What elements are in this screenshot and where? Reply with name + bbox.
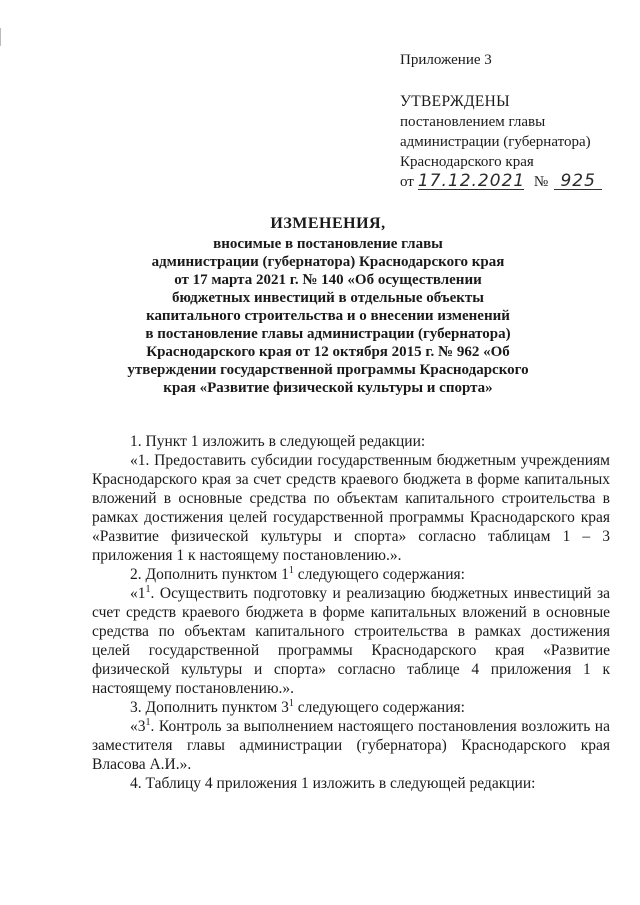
- approval-block: [400, 50, 630, 192]
- handwritten-date: 17.12.2021: [417, 171, 526, 191]
- title-line: вносимые в постановление главы: [213, 236, 443, 252]
- handwritten-number: 925: [554, 173, 602, 190]
- approval-line-2: администрации (губернатора): [400, 134, 591, 150]
- date-number-line: [400, 172, 630, 192]
- quote-text: . Контроль за выполнением настоящего постановления возложить на заместителя главы администрации (губернатора) Краснодарского края Власова А.И.».: [92, 718, 610, 773]
- superscript: 1: [145, 716, 151, 728]
- document-title: [96, 215, 560, 397]
- item-2: [92, 565, 610, 584]
- item-2-text-tail: следующего содержания:: [293, 566, 465, 583]
- title-line: в постановление главы администрации (губернатора): [145, 326, 511, 342]
- item-3: [92, 698, 610, 717]
- superscript: 1: [145, 583, 151, 595]
- title-line: от 17 марта 2021 г. № 140 «Об осуществлении: [174, 272, 482, 288]
- title-line: Краснодарского края от 12 октября 2015 г. № 962 «Об: [146, 344, 510, 360]
- title-line: бюджетных инвестиций в отдельные объекты: [171, 290, 484, 306]
- annex-label: Приложение 3: [400, 52, 492, 68]
- item-4: 4. Таблицу 4 приложения 1 изложить в следующей редакции:: [130, 775, 536, 792]
- superscript: 1: [288, 564, 294, 576]
- item-3-quote: [92, 717, 610, 774]
- approved-label: УТВЕРЖДЕНЫ: [400, 93, 510, 110]
- item-1-quote: «1. Предоставить субсидии государственным бюджетным учреждениям Краснодарского края за счет средств краевого бюджета в форме капитальных вложений в основные средства по объектам капитального строительства в рамках достижения целей государственной программы Краснодарского края «Развитие физической культуры и спорта» согласно таблицам 1 – 3 приложения 1 к настоящему постановлению.».: [92, 452, 610, 564]
- date-prefix: от: [400, 174, 414, 190]
- item-1: 1. Пункт 1 изложить в следующей редакции:: [130, 433, 426, 450]
- quote-text: . Осуществить подготовку и реализацию бюджетных инвестиций за счет средств краевого бюджета в форме капитальных вложений в основные средства по объектам капитального строительства в рамках достижения целей государственной программы Краснодарского края «Развитие физической культуры и спорта» согласно таблице 4 приложения 1 к настоящему постановлению.».: [92, 585, 610, 697]
- number-sign: №: [533, 174, 549, 190]
- title-line: утверждении государственной программы Краснодарского: [127, 362, 529, 378]
- item-3-text-tail: следующего содержания:: [293, 699, 465, 716]
- superscript: 1: [288, 697, 294, 709]
- quote-number: «1: [130, 585, 146, 602]
- title-line: капитального строительства и о внесении изменений: [146, 308, 510, 324]
- title-line: края «Развитие физической культуры и спорта»: [163, 380, 493, 396]
- quote-number: «3: [130, 718, 146, 735]
- title-heading: ИЗМЕНЕНИЯ,: [270, 215, 386, 232]
- approval-line-3: Краснодарского края: [400, 154, 534, 170]
- item-3-text: 3. Дополнить пунктом 3: [130, 699, 289, 716]
- item-2-text: 2. Дополнить пунктом 1: [130, 566, 289, 583]
- page-edge-mark: [0, 28, 5, 46]
- document-body: [92, 432, 610, 793]
- approval-line-1: постановлением главы: [400, 114, 546, 130]
- item-2-quote: [92, 584, 610, 698]
- title-line: администрации (губернатора) Краснодарского края: [151, 254, 505, 270]
